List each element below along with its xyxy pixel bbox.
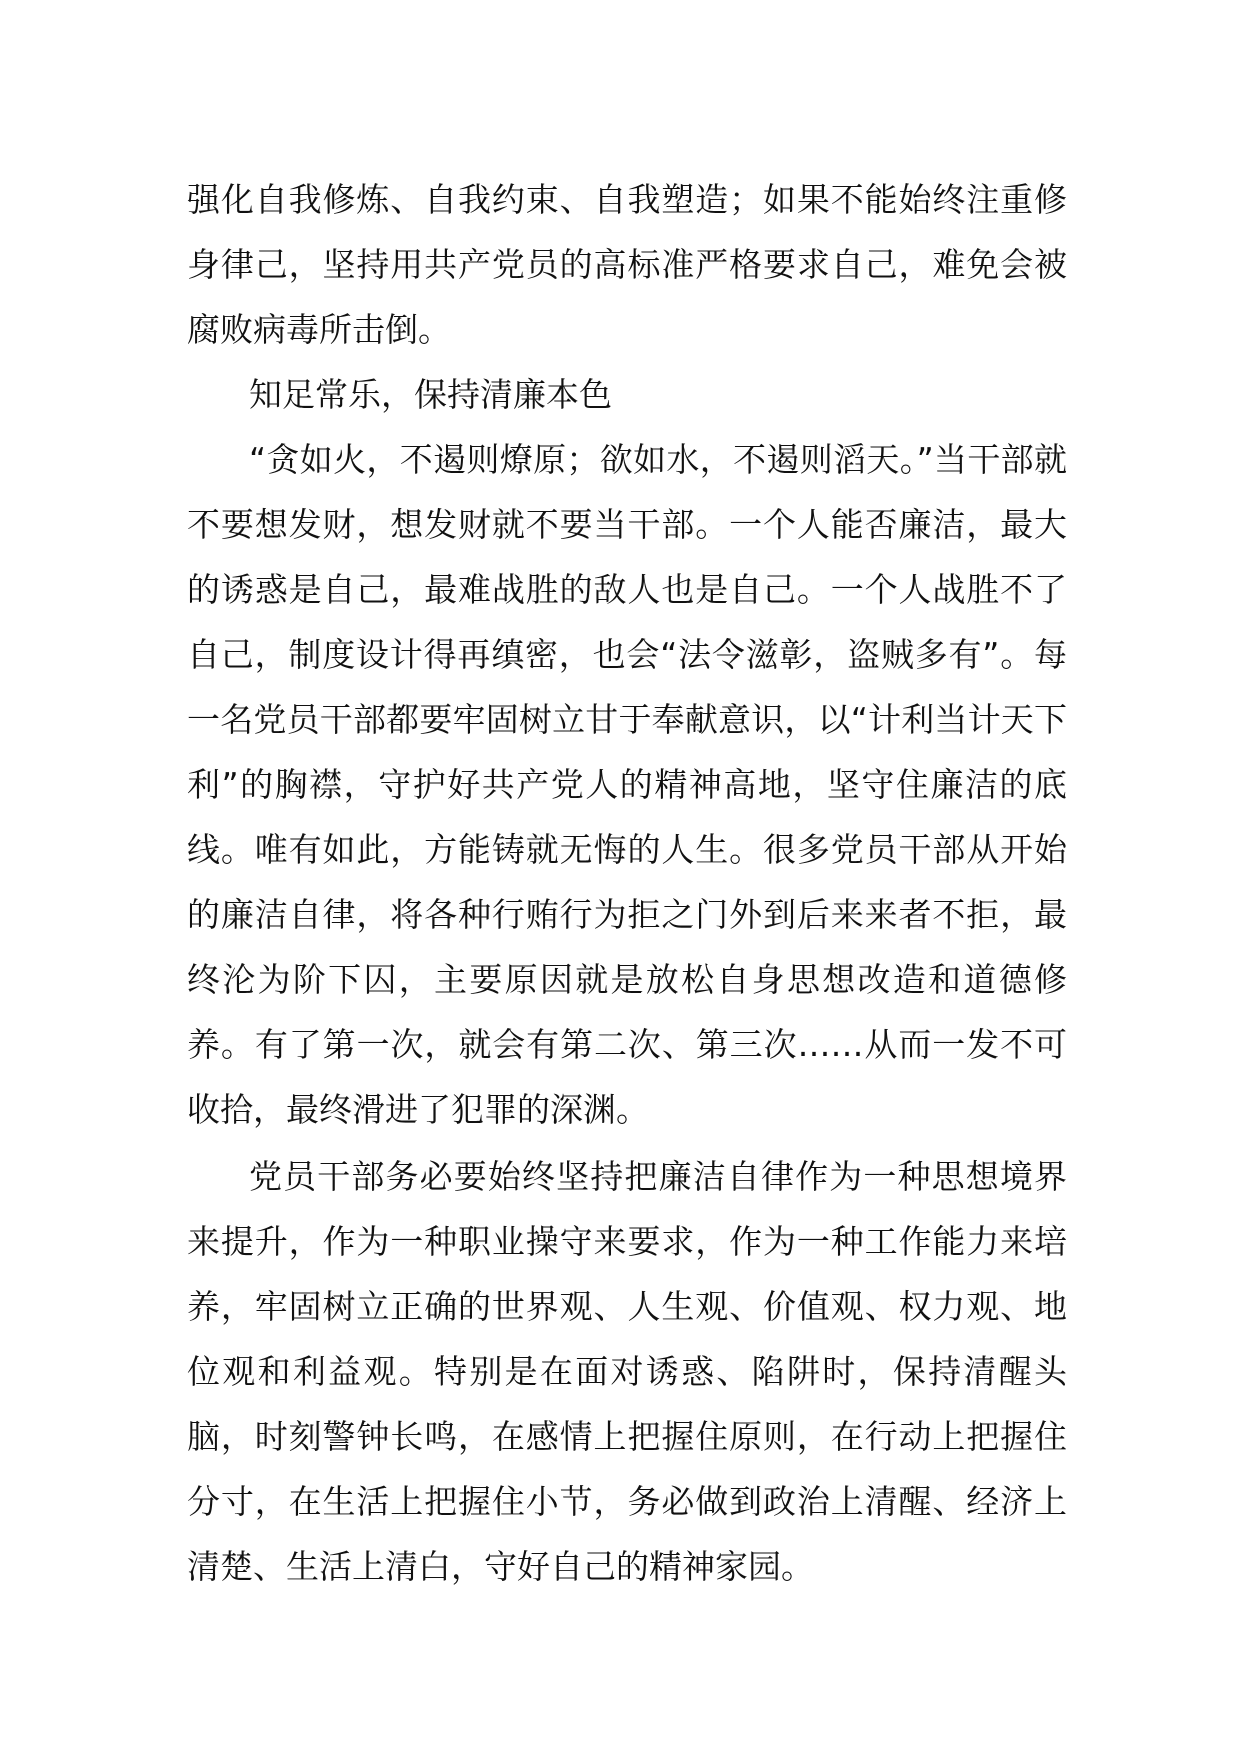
paragraph-continued: 强化自我修炼、自我约束、自我塑造；如果不能始终注重修身律己，坚持用共产党员的高标准严格要求自己，难免会被腐败病毒所击倒。 (187, 180, 1067, 349)
paragraph: “贪如火，不遏则燎原；欲如水，不遏则滔天。”当干部就不要想发财，想发财就不要当干部。一个人能否廉洁，最大的诱惑是自己，最难战胜的敌人也是自己。一个人战胜不了自己，制度设计得再缜密，也会“法令滋彰，盗贼多有”。每一名党员干部都要牢固树立甘于奉献意识，以“计利当计天下利”的胸襟，守护好共产党人的精神高地，坚守住廉洁的底线。唯有如此，方能铸就无悔的人生。很多党员干部从开始的廉洁自律，将各种行贿行为拒之门外到后来来者不拒，最终沦为阶下囚，主要原因就是放松自身思想改造和道德修养。有了第一次，就会有第二次、第三次……从而一发不可收拾，最终滑进了犯罪的深渊。 (187, 440, 1067, 1129)
section-heading: 知足常乐，保持清廉本色 (249, 375, 612, 414)
document-body (187, 167, 1067, 1599)
paragraph: 党员干部务必要始终坚持把廉洁自律作为一种思想境界来提升，作为一种职业操守来要求，作为一种工作能力来培养，牢固树立正确的世界观、人生观、价值观、权力观、地位观和利益观。特别是在面对诱惑、陷阱时，保持清醒头脑，时刻警钟长鸣，在感情上把握住原则，在行动上把握住分寸，在生活上把握住小节，务必做到政治上清醒、经济上清楚、生活上清白，守好自己的精神家园。 (187, 1157, 1067, 1586)
